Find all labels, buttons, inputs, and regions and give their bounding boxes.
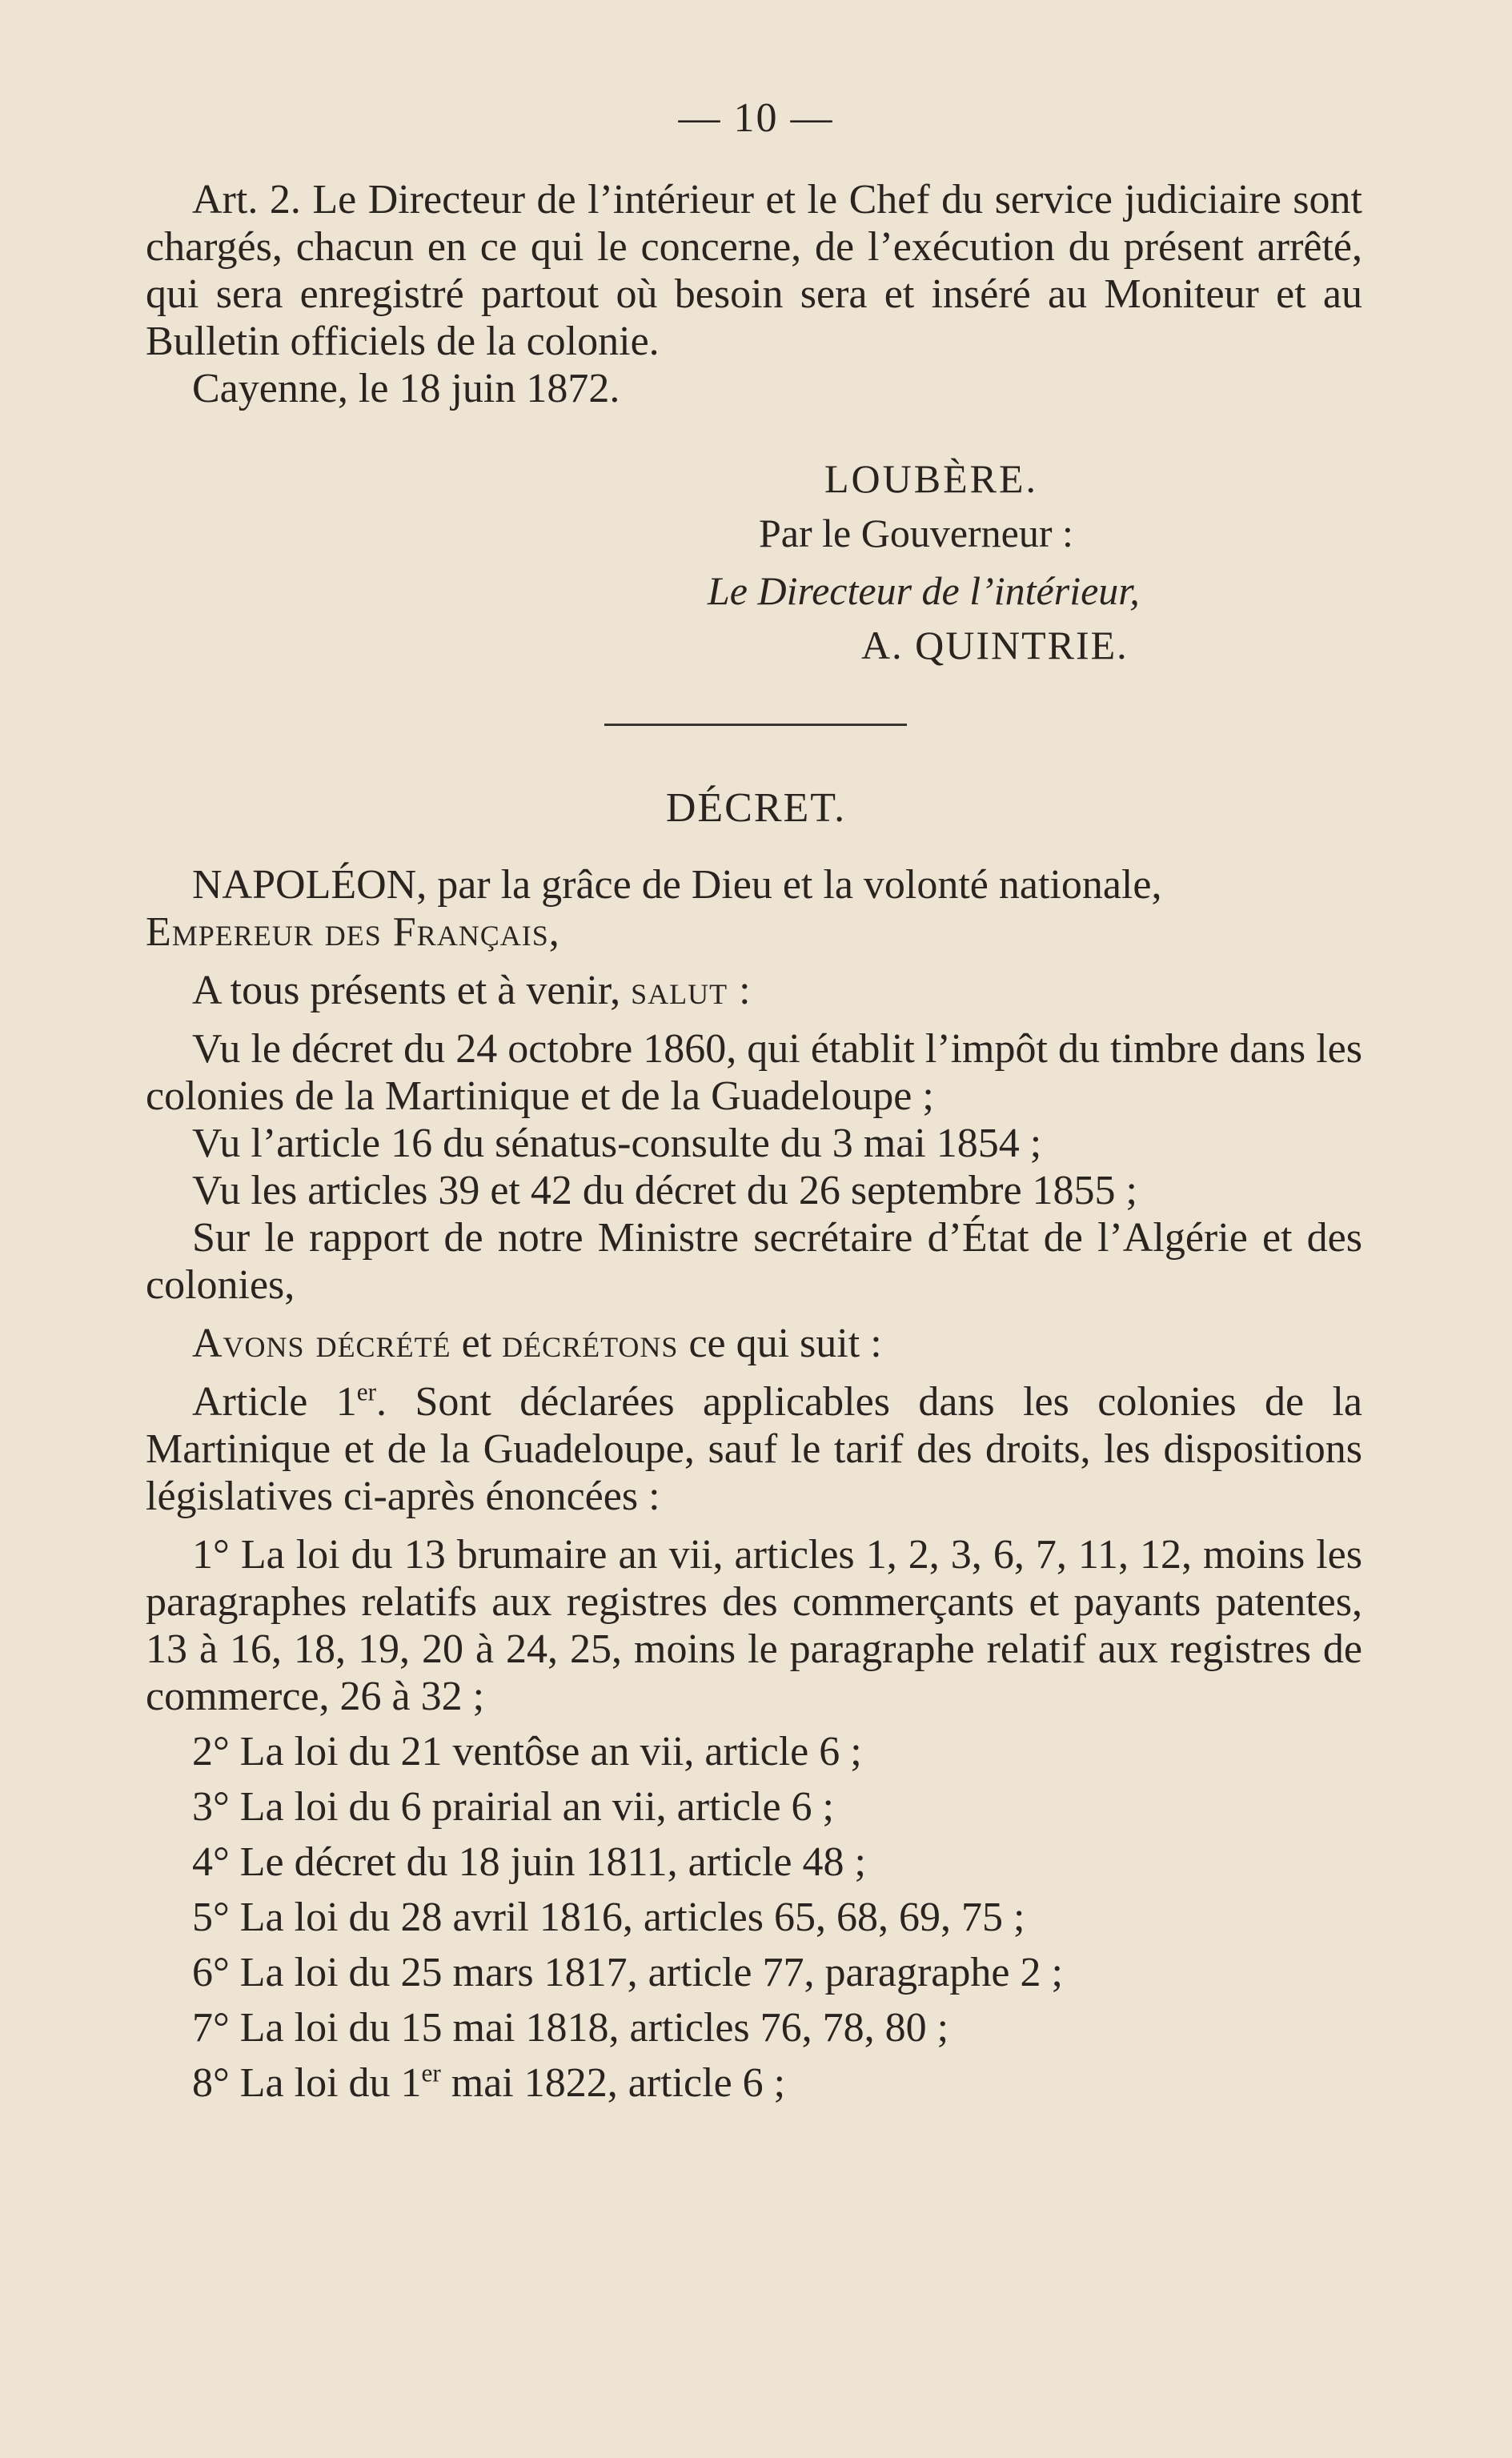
emperor-line (146, 861, 1362, 956)
separator-rule (604, 724, 907, 726)
law-item: 5° La loi du 28 avril 1816, articles 65, 68, 69, 75 ; (192, 1895, 1025, 1940)
article-1 (146, 1378, 1362, 1520)
whereas-item: Vu les articles 39 et 42 du décret du 26 septembre 1855 ; (192, 1168, 1137, 1213)
director-signature: A. QUINTRIE. (861, 623, 1129, 668)
article-1-text: . Sont déclarées applicables dans les colonies de la Martinique et de la Guadeloupe, sauf le tarif des droits, les dispositions législatives ci-après énoncées : (146, 1379, 1362, 1519)
decreed-line (146, 1320, 1362, 1367)
decreed-phrase-1: Avons décrété (192, 1321, 451, 1366)
law-item: 6° La loi du 25 mars 1817, article 77, paragraphe 2 ; (192, 1950, 1063, 1995)
law-item-8-text: 8° La loi du 1 (192, 2060, 422, 2106)
law-item: 7° La loi du 15 mai 1818, articles 76, 78, 80 ; (192, 2005, 949, 2051)
laws-list (146, 1531, 1362, 2107)
governor-signature: LOUBÈRE. (824, 456, 1039, 501)
decree-title: DÉCRET. (665, 785, 847, 831)
page-number: — 10 — (678, 95, 834, 141)
law-item: 4° Le décret du 18 juin 1811, article 48 ; (192, 1839, 866, 1885)
decreed-end: ce qui suit : (678, 1321, 882, 1366)
whereas-list (146, 1025, 1362, 1309)
law-item: 1° La loi du 13 brumaire an vii, articles 1, 2, 3, 6, 7, 11, 12, moins les paragraphes relatifs aux registres des commerçants et payants patentes, 13 à 16, 18, 19, 20 à 24, 25, moins le paragraphe relatif aux registres de commerce, 26 à 32 ; (146, 1532, 1362, 1719)
place-date: Cayenne, le 18 juin 1872. (192, 366, 620, 411)
decreed-phrase-2: décrétons (502, 1321, 679, 1366)
by-governor-line: Par le Gouverneur : (759, 511, 1073, 555)
law-item-8-end: mai 1822, article 6 ; (440, 2060, 786, 2106)
article-2-text: Art. 2. Le Directeur de l’intérieur et le Chef du service judiciaire sont chargés, chacun en ce qui le concerne, de l’exécution du présent arrêté, qui sera enregistré partout où besoin sera et inséré au Moniteur et au Bulletin officiels de la colonie. (146, 177, 1362, 364)
greeting-text: A tous présents et à venir, (192, 968, 632, 1013)
article-1-sup: er (356, 1377, 377, 1406)
whereas-item: Vu le décret du 24 octobre 1860, qui établit l’impôt du timbre dans les colonies de la Martinique et de la Guadeloupe ; (146, 1026, 1362, 1119)
law-item-8-sup: er (421, 2059, 441, 2087)
greeting-salut: salut : (631, 968, 752, 1013)
director-role: Le Directeur de l’intérieur, (708, 568, 1140, 613)
greeting (146, 967, 1362, 1014)
whereas-item: Sur le rapport de notre Ministre secrétaire d’État de l’Algérie et des colonies, (146, 1215, 1362, 1308)
article-1-label: Article 1 (192, 1379, 357, 1425)
emperor-title: Empereur des Français, (146, 909, 560, 955)
emperor-name-line: NAPOLÉON, par la grâce de Dieu et la volonté nationale, (192, 862, 1162, 908)
decree-body (146, 861, 1362, 2107)
law-item (146, 2059, 1362, 2107)
law-item: 2° La loi du 21 ventôse an vii, article 6 ; (192, 1729, 862, 1774)
article-2-block (146, 176, 1362, 412)
decreed-and: et (451, 1321, 503, 1366)
whereas-item: Vu l’article 16 du sénatus-consulte du 3 mai 1854 ; (192, 1121, 1042, 1166)
law-item: 3° La loi du 6 prairial an vii, article 6 ; (192, 1784, 834, 1830)
